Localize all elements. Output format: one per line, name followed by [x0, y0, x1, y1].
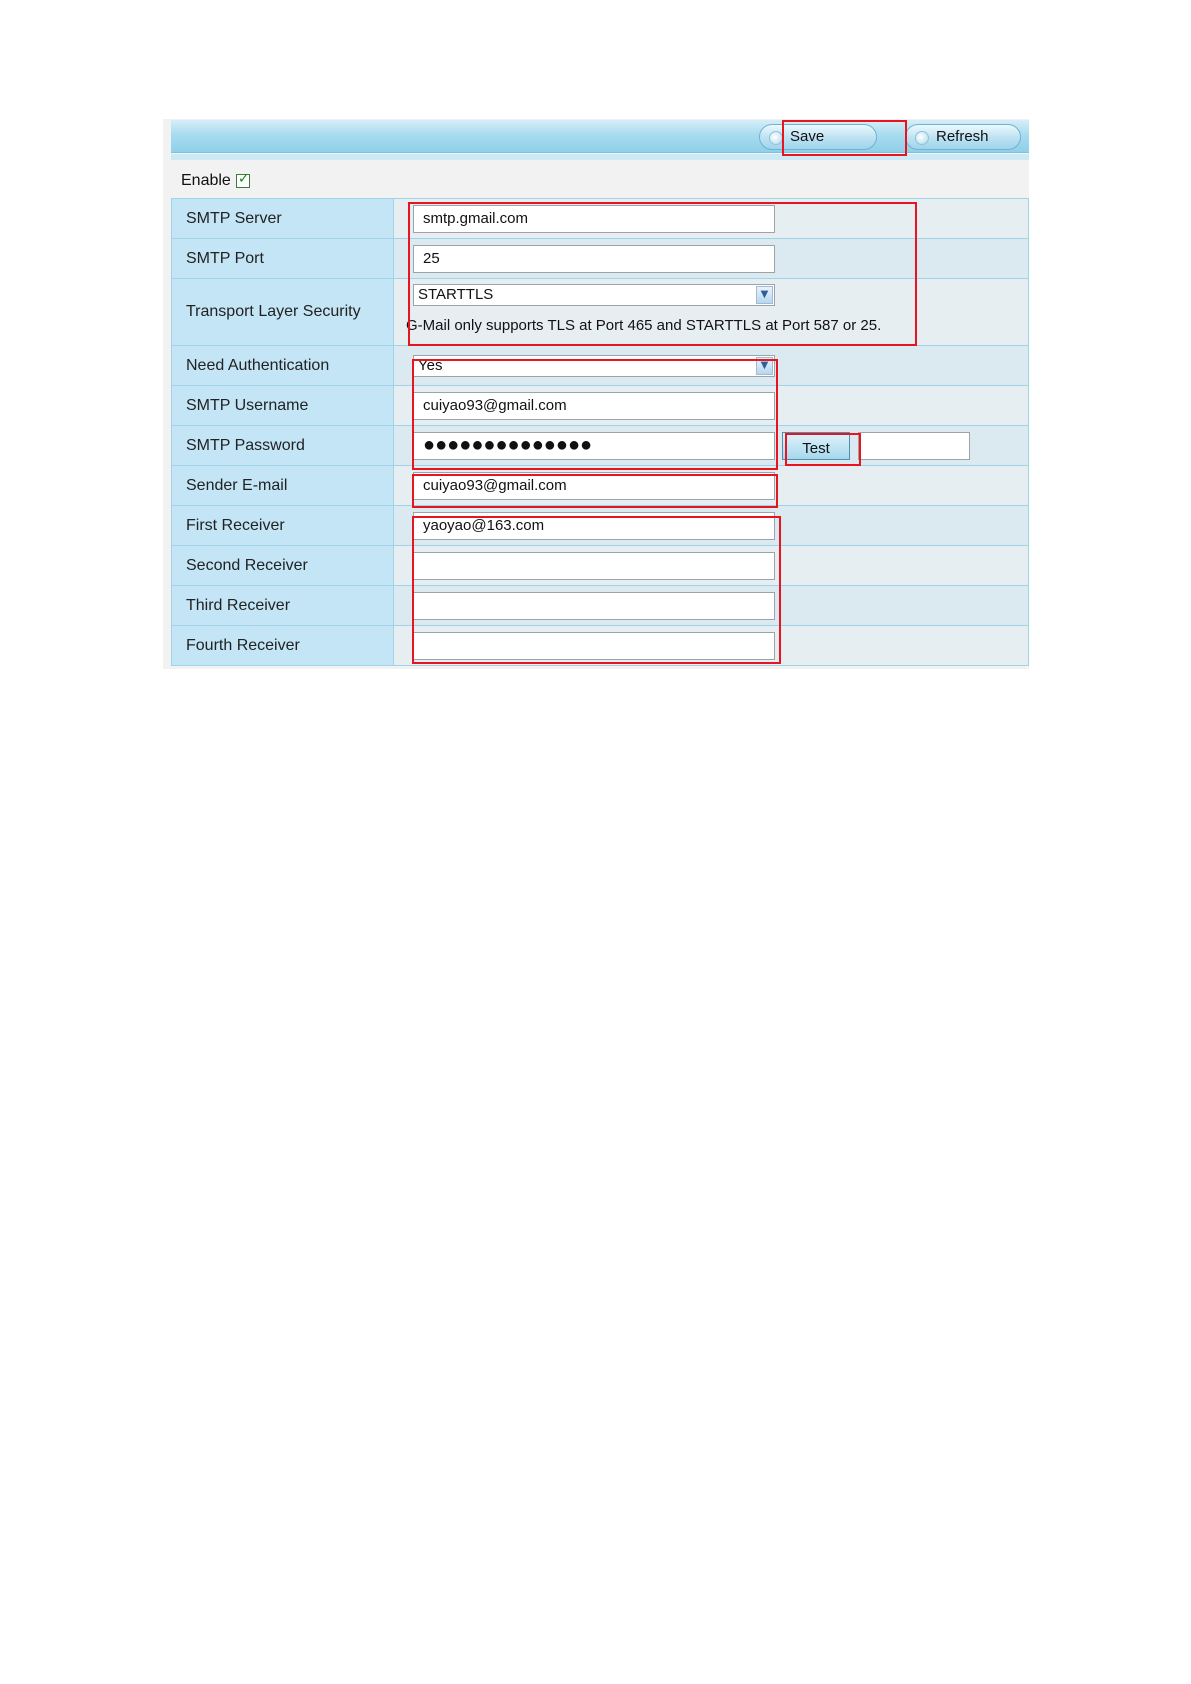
second-receiver-cell	[394, 546, 1029, 586]
table-row	[172, 626, 1029, 666]
refresh-button[interactable]	[905, 124, 1021, 150]
enable-row	[181, 169, 250, 193]
smtp-port-label: SMTP Port	[172, 239, 394, 279]
toolbar-divider	[171, 154, 1029, 160]
table-row	[172, 279, 1029, 346]
smtp-username-cell	[394, 386, 1029, 426]
table-row	[172, 239, 1029, 279]
toolbar	[171, 120, 1029, 153]
first-receiver-input[interactable]: yaoyao@163.com	[413, 512, 775, 540]
need-auth-selected-value: Yes	[418, 357, 443, 374]
need-auth-cell	[394, 346, 1029, 386]
smtp-username-label: SMTP Username	[172, 386, 394, 426]
fourth-receiver-cell	[394, 626, 1029, 666]
mail-settings-panel	[163, 119, 1029, 669]
chevron-down-icon[interactable]: ▼	[756, 286, 773, 304]
tls-cell	[394, 279, 1029, 346]
third-receiver-input[interactable]	[413, 592, 775, 620]
table-row	[172, 546, 1029, 586]
smtp-server-label: SMTP Server	[172, 199, 394, 239]
fourth-receiver-label: Fourth Receiver	[172, 626, 394, 666]
smtp-username-input[interactable]: cuiyao93@gmail.com	[413, 392, 775, 420]
chevron-down-icon[interactable]: ▼	[756, 357, 773, 375]
second-receiver-input[interactable]	[413, 552, 775, 580]
table-row	[172, 506, 1029, 546]
fourth-receiver-input[interactable]	[413, 632, 775, 660]
checkmark-icon: ✓	[237, 171, 250, 187]
smtp-port-input[interactable]: 25	[413, 245, 775, 273]
tls-selected-value: STARTTLS	[418, 286, 494, 303]
sender-email-cell	[394, 466, 1029, 506]
enable-checkbox[interactable]	[236, 171, 250, 188]
need-auth-select[interactable]	[413, 355, 775, 377]
table-row	[172, 199, 1029, 239]
sender-email-label: Sender E-mail	[172, 466, 394, 506]
save-icon	[769, 131, 783, 145]
third-receiver-cell	[394, 586, 1029, 626]
smtp-server-cell	[394, 199, 1029, 239]
second-receiver-label: Second Receiver	[172, 546, 394, 586]
table-row	[172, 346, 1029, 386]
tls-hint: G-Mail only supports TLS at Port 465 and STARTTLS at Port 587 or 25.	[406, 317, 882, 334]
need-auth-label: Need Authentication	[172, 346, 394, 386]
smtp-password-label: SMTP Password	[172, 426, 394, 466]
table-row	[172, 386, 1029, 426]
first-receiver-cell	[394, 506, 1029, 546]
test-result-field	[858, 432, 970, 460]
refresh-icon	[915, 131, 929, 145]
tls-label: Transport Layer Security	[172, 279, 394, 346]
tls-select[interactable]	[413, 284, 775, 306]
enable-label: Enable	[181, 172, 231, 189]
smtp-password-input[interactable]: ●●●●●●●●●●●●●●	[413, 432, 775, 460]
third-receiver-label: Third Receiver	[172, 586, 394, 626]
refresh-button-label: Refresh	[936, 128, 989, 145]
save-button[interactable]	[759, 124, 877, 150]
first-receiver-label: First Receiver	[172, 506, 394, 546]
table-row	[172, 586, 1029, 626]
settings-form	[171, 198, 1029, 666]
smtp-password-cell	[394, 426, 1029, 466]
save-button-label: Save	[790, 128, 825, 145]
smtp-port-cell	[394, 239, 1029, 279]
table-row	[172, 466, 1029, 506]
table-row	[172, 426, 1029, 466]
sender-email-input[interactable]: cuiyao93@gmail.com	[413, 472, 775, 500]
smtp-server-input[interactable]: smtp.gmail.com	[413, 205, 775, 233]
test-button[interactable]: Test	[782, 432, 850, 460]
